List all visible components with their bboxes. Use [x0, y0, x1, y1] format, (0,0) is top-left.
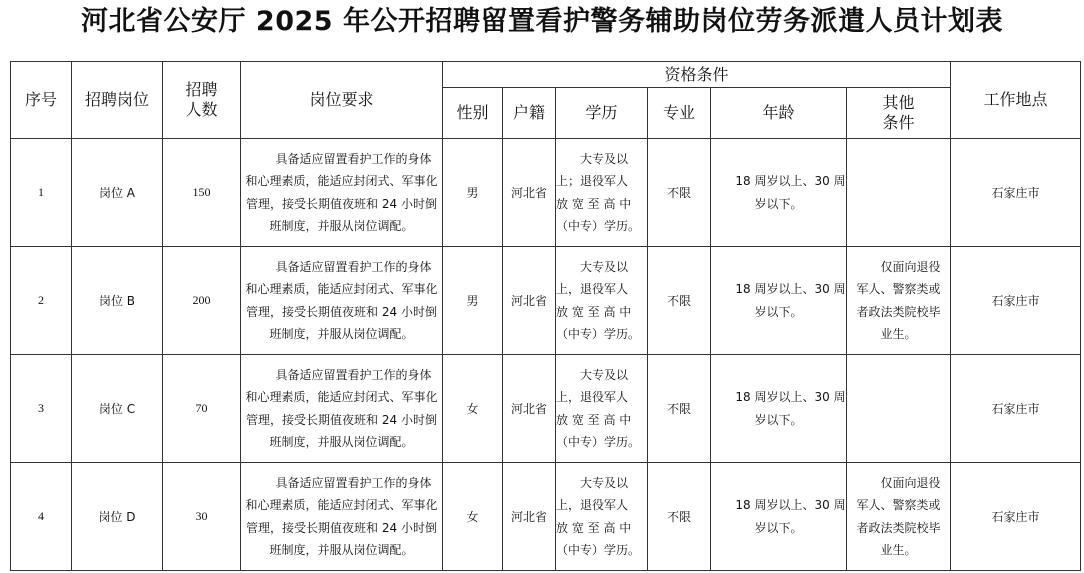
- cell-gender: 男: [443, 247, 503, 355]
- cell-education: [556, 139, 648, 247]
- header-other: [847, 88, 951, 139]
- cell-requirements-line: 班制度，并服从岗位调配。: [269, 219, 414, 233]
- table-row: [11, 463, 1081, 571]
- header-household: 户籍: [503, 88, 556, 139]
- cell-position: 岗位 B: [72, 247, 163, 355]
- cell-requirements-line: 班制度，并服从岗位调配。: [269, 543, 414, 557]
- cell-education-line: 放 宽 至 高 中: [556, 196, 632, 211]
- cell-requirements-line: 管理，接受长期值夜班和 24 小时倒: [246, 304, 437, 319]
- cell-requirements-line: [241, 148, 442, 171]
- table-row: [11, 355, 1081, 463]
- cell-age: [711, 139, 847, 247]
- cell-requirements: [241, 355, 443, 463]
- cell-age-line: 岁以下。: [754, 196, 803, 211]
- cell-requirements: [241, 139, 443, 247]
- header-requirements: 岗位要求: [241, 62, 443, 139]
- cell-position: 岗位 A: [72, 139, 163, 247]
- header-qualifications: 资格条件: [443, 62, 951, 88]
- cell-major: 不限: [648, 463, 711, 571]
- recruitment-plan-table: [10, 61, 1081, 571]
- cell-other-line: 业生。: [880, 543, 917, 557]
- cell-other-line: 者政法类院校毕: [856, 304, 941, 319]
- cell-count: 70: [163, 355, 241, 463]
- cell-gender: 女: [443, 355, 503, 463]
- cell-other-line: 仅面向退役: [880, 475, 941, 490]
- cell-education-line: 上；退役军人: [556, 174, 629, 188]
- cell-household: 河北省: [503, 139, 556, 247]
- cell-requirements: [241, 463, 443, 571]
- cell-education-line: 上，退役军人: [556, 282, 629, 296]
- header-count: [163, 62, 241, 139]
- cell-education-line: 放 宽 至 高 中: [556, 520, 632, 535]
- cell-age-line: 岁以下。: [754, 304, 803, 319]
- header-gender: 性别: [443, 88, 503, 139]
- header-other-line1: 其他: [882, 93, 915, 112]
- table-row: [11, 139, 1081, 247]
- cell-other-line: 业生。: [880, 327, 917, 341]
- cell-household: 河北省: [503, 463, 556, 571]
- cell-requirements-line: 和心理素质，能适应封闭式、军事化: [245, 282, 438, 296]
- cell-no: 1: [11, 139, 72, 247]
- cell-education-line: 大专及以: [580, 475, 629, 490]
- header-other-line2: 条件: [882, 113, 915, 132]
- cell-requirements-text: 具备适应留置看护工作的身体: [275, 151, 432, 166]
- cell-education: [556, 355, 648, 463]
- cell-age-line: 18 周岁以上、30 周: [735, 282, 846, 296]
- cell-requirements-line: 管理，接受长期值夜班和 24 小时倒: [246, 520, 437, 535]
- cell-requirements-line: 和心理素质，能适应封闭式、军事化: [245, 174, 438, 188]
- cell-education-line: （中专）学历。: [556, 543, 641, 557]
- cell-age: [711, 247, 847, 355]
- page-title: 河北省公安厅 2025 年公开招聘留置看护警务辅助岗位劳务派遣人员计划表: [81, 6, 1003, 37]
- cell-other: [847, 355, 951, 463]
- cell-education-line: 大专及以: [580, 259, 629, 274]
- cell-major: 不限: [648, 139, 711, 247]
- cell-count: 150: [163, 139, 241, 247]
- cell-education-line: 上，退役军人: [556, 498, 629, 512]
- cell-other-line: 者政法类院校毕: [856, 520, 941, 535]
- cell-no: 3: [11, 355, 72, 463]
- cell-age-line: 18 周岁以上、30 周: [735, 390, 846, 404]
- cell-requirements-line: 和心理素质，能适应封闭式、军事化: [245, 390, 438, 404]
- cell-age-line: 岁以下。: [754, 412, 803, 427]
- header-location: 工作地点: [951, 62, 1081, 139]
- table-body: [11, 139, 1081, 571]
- cell-education-line: （中专）学历。: [556, 435, 641, 449]
- header-count-line1: 招聘: [185, 80, 218, 99]
- cell-household: 河北省: [503, 355, 556, 463]
- cell-other-line: 仅面向退役: [880, 259, 941, 274]
- cell-household: 河北省: [503, 247, 556, 355]
- cell-requirements-text: 具备适应留置看护工作的身体: [275, 475, 432, 490]
- cell-education-line: （中专）学历。: [556, 327, 641, 341]
- cell-requirements-line: [241, 364, 442, 387]
- cell-requirements-line: [241, 256, 442, 279]
- header-position: 招聘岗位: [72, 62, 163, 139]
- header-education: 学历: [556, 88, 648, 139]
- cell-other: [847, 139, 951, 247]
- cell-other-line: 军人、警察类或: [856, 282, 941, 296]
- cell-requirements: [241, 247, 443, 355]
- cell-requirements-line: 和心理素质，能适应封闭式、军事化: [245, 498, 438, 512]
- header-no: 序号: [11, 62, 72, 139]
- cell-requirements-line: 管理，接受长期值夜班和 24 小时倒: [246, 196, 437, 211]
- cell-no: 4: [11, 463, 72, 571]
- cell-education-line: 大专及以: [580, 367, 629, 382]
- cell-education: [556, 247, 648, 355]
- cell-requirements-line: [241, 472, 442, 495]
- cell-age-line: 岁以下。: [754, 520, 803, 535]
- cell-age: [711, 355, 847, 463]
- cell-requirements-line: 班制度，并服从岗位调配。: [269, 327, 414, 341]
- cell-requirements-line: 管理，接受长期值夜班和 24 小时倒: [246, 412, 437, 427]
- cell-location: 石家庄市: [951, 247, 1081, 355]
- cell-location: 石家庄市: [951, 463, 1081, 571]
- cell-requirements-line: 班制度，并服从岗位调配。: [269, 435, 414, 449]
- cell-other: [847, 247, 951, 355]
- cell-major: 不限: [648, 247, 711, 355]
- header-major: 专业: [648, 88, 711, 139]
- cell-position: 岗位 C: [72, 355, 163, 463]
- cell-location: 石家庄市: [951, 139, 1081, 247]
- cell-education-line: 大专及以: [580, 151, 629, 166]
- cell-no: 2: [11, 247, 72, 355]
- header-age: 年龄: [711, 88, 847, 139]
- cell-education-line: 放 宽 至 高 中: [556, 412, 632, 427]
- cell-education-line: 上，退役军人: [556, 390, 629, 404]
- cell-major: 不限: [648, 355, 711, 463]
- cell-other-line: 军人、警察类或: [856, 498, 941, 512]
- cell-count: 200: [163, 247, 241, 355]
- cell-education: [556, 463, 648, 571]
- cell-education-line: 放 宽 至 高 中: [556, 304, 632, 319]
- cell-requirements-text: 具备适应留置看护工作的身体: [275, 259, 432, 274]
- cell-position: 岗位 D: [72, 463, 163, 571]
- table-row: [11, 247, 1081, 355]
- cell-age: [711, 463, 847, 571]
- cell-requirements-text: 具备适应留置看护工作的身体: [275, 367, 432, 382]
- cell-location: 石家庄市: [951, 355, 1081, 463]
- cell-count: 30: [163, 463, 241, 571]
- cell-gender: 男: [443, 139, 503, 247]
- cell-age-line: 18 周岁以上、30 周: [735, 498, 846, 512]
- cell-gender: 女: [443, 463, 503, 571]
- header-count-line2: 人数: [185, 100, 218, 119]
- cell-age-line: 18 周岁以上、30 周: [735, 174, 846, 188]
- cell-education-line: （中专）学历。: [556, 219, 641, 233]
- cell-other: [847, 463, 951, 571]
